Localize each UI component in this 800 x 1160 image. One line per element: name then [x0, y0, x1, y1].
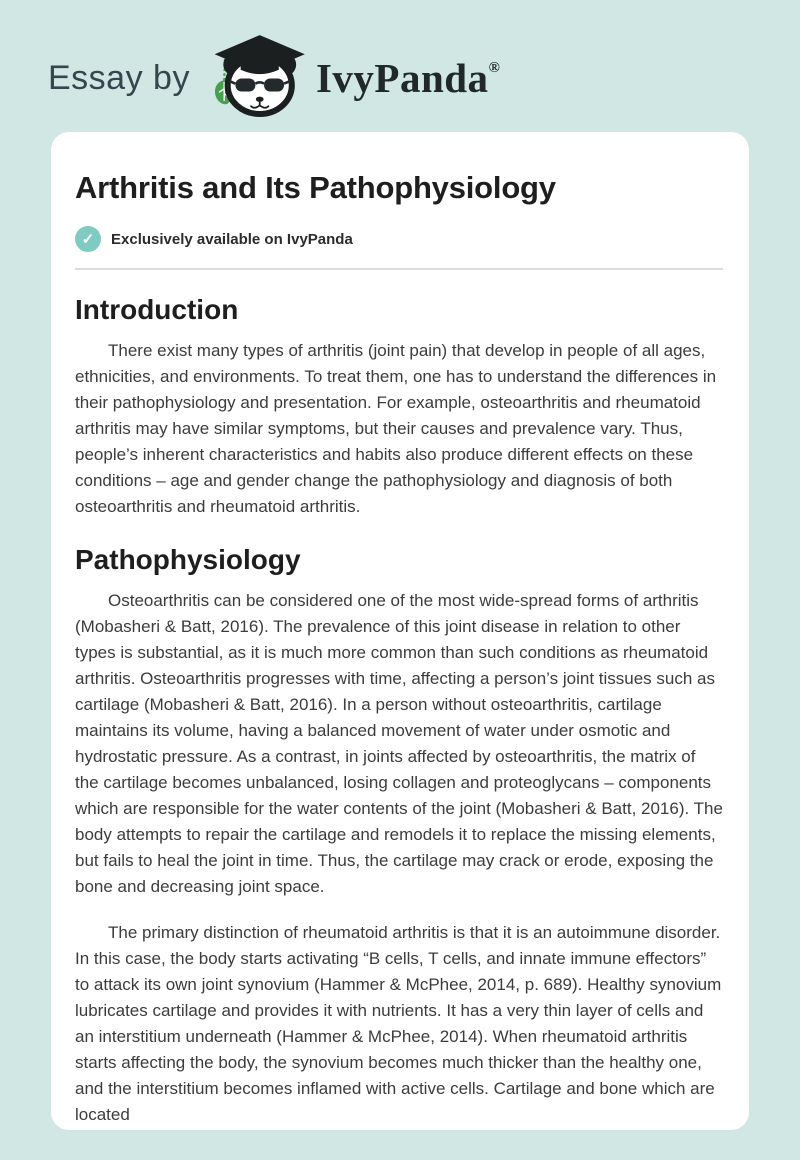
check-glyph: ✓	[81, 231, 95, 248]
essay-card	[51, 132, 749, 1130]
site-header	[0, 0, 800, 126]
pathophysiology-paragraph-1: Osteoarthritis can be considered one of the most wide-spread forms of arthritis (Mobasheri & Batt, 2016). The prevalence of this joint disease in relation to other types is substantial, as it is much more common than such conditions as rheumatoid arthritis. Osteoarthritis progresses with time, affecting a person’s joint tissues such as cartilage (Mobasheri & Batt, 2016). In a person without osteoarthritis, cartilage maintains its volume, having a balanced movement of water under osmotic and hydrostatic pressure. As a contrast, in joints affected by osteoarthritis, the matrix of the cartilage becomes unbalanced, losing collagen and proteoglycans – components which are responsible for the water contents of the joint (Mobasheri & Batt, 2016). The body attempts to repair the cartilage and remodels it to replace the missing elements, but fails to heal the joint in time. Thus, the cartilage may crack or erode, exposing the bone and decreasing joint space.	[75, 591, 723, 896]
section-heading-introduction: Introduction	[75, 294, 239, 325]
section-heading-pathophysiology: Pathophysiology	[75, 544, 301, 575]
availability-text: Exclusively available on IvyPanda	[111, 230, 353, 248]
availability-badge	[75, 226, 723, 252]
divider	[75, 268, 723, 270]
brand-text: IvyPanda	[315, 55, 489, 101]
page-title: Arthritis and Its Pathophysiology	[75, 170, 556, 205]
pathophysiology-paragraph-2: The primary distinction of rheumatoid arthritis is that it is an autoimmune disorder. In this case, the body starts activating “B cells, T cells, and innate immune effectors” to attack its own joint synovium (Hammer & McPhee, 2014, p. 689). Healthy synovium lubricates cartilage and provides it with nutrients. It has a very thin layer of cells and an interstitium underneath (Hammer & McPhee, 2014). When rheumatoid arthritis starts affecting the body, the synovium becomes much thicker than the healthy one, and the interstitium becomes inflamed with active cells. Cartilage and bone which are located	[75, 923, 722, 1124]
ivypanda-panda-logo-icon	[206, 31, 310, 119]
check-icon	[75, 226, 101, 252]
registered-trademark: ®	[488, 60, 501, 76]
brand-name	[316, 54, 500, 102]
introduction-paragraph: There exist many types of arthritis (joint pain) that develop in people of all ages, ethnicities, and environments. To treat them, one has to understand the differences in their pathophysiology and presentation. For example, osteoarthritis and rheumatoid arthritis may have similar symptoms, but their causes and prevalence vary. Thus, people’s inherent characteristics and habits also produce different effects on these conditions – age and gender change the pathophysiology and diagnosis of both osteoarthritis and rheumatoid arthritis.	[75, 341, 717, 516]
essay-by-label: Essay by	[48, 58, 190, 97]
